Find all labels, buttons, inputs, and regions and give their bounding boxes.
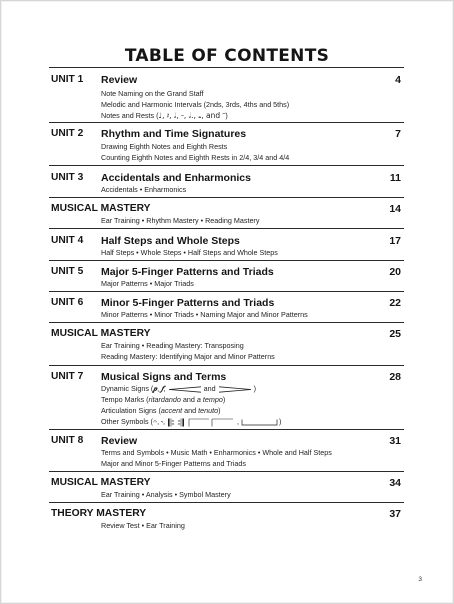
topic-line-tempo [101,395,225,404]
section-divider [49,322,404,323]
section-divider [49,67,404,68]
note-symbols: ♩, 𝄽, 𝅗𝅥, 𝄼, 𝅗𝅥., 𝅝, and 𝄻 [158,111,226,120]
tempo-suffix: ) [222,395,226,404]
section-divider [49,471,404,472]
topic-line: Major Patterns • Major Triads [101,279,194,288]
mastery-title[interactable]: MUSICAL MASTERY [51,477,151,488]
page-number[interactable]: 7 [395,128,401,140]
unit-label: UNIT 6 [51,297,84,308]
mastery-title[interactable]: THEORY MASTERY [51,508,147,519]
articulation-prefix: Articulation Signs ( [101,406,161,415]
topic-line: Terms and Symbols • Music Math • Enharmonics • Whole and Half Steps [101,448,332,457]
unit-label: UNIT 4 [51,235,84,246]
topic-line: Accidentals • Enharmonics [101,185,187,194]
fortissimo-symbol: 𝆑 [161,384,164,393]
section-divider [49,365,404,366]
topic-line: Ear Training • Reading Mastery: Transposing [101,341,244,350]
notes-prefix: Notes and Rests ( [101,111,159,120]
topic-line-notes [101,111,228,121]
page-number[interactable]: 11 [389,172,401,184]
topic-line: Melodic and Harmonic Intervals (2nds, 3rds, 4ths and 5ths) [101,100,290,109]
dynamics-suffix: ) [253,384,256,393]
page-number[interactable]: 25 [389,328,401,340]
turn-icon: 𝆝 [161,417,163,426]
articulation-accent: accent [160,406,183,415]
section-divider [49,502,404,503]
unit-title[interactable]: Half Steps and Whole Steps [101,235,240,247]
unit-label: UNIT 2 [51,128,84,139]
page-number[interactable]: 37 [389,508,401,520]
folio-page-number: 3 [418,576,422,583]
topic-line-other-symbols: Other Symbols (𝄐, 𝆝, , ) [101,417,282,426]
mastery-title[interactable]: MUSICAL MASTERY [51,328,151,339]
page-number[interactable]: 22 [389,297,401,309]
topic-line: Review Test • Ear Training [101,521,185,530]
repeat-signs-icon [167,418,237,427]
unit-title[interactable]: Review [101,435,138,447]
page-title: TABLE OF CONTENTS [124,46,330,66]
page-number[interactable]: 28 [389,371,401,383]
unit-label: UNIT 7 [51,371,84,382]
section-divider [49,122,404,123]
crescendo-icon [168,386,202,393]
topic-line-dynamics: Dynamic Signs (𝆏, 𝆑, and ) [101,384,256,393]
unit-title[interactable]: Minor 5-Finger Patterns and Triads [101,297,275,309]
topic-line: Minor Patterns • Minor Triads • Naming Major and Minor Patterns [101,310,308,319]
topic-line: Drawing Eighth Notes and Eighth Rests [101,142,228,151]
dynamics-prefix: Dynamic Signs ( [101,384,154,393]
articulation-suffix: ) [218,406,221,415]
section-divider [49,165,404,166]
topic-line: Major and Minor 5-Finger Patterns and Triads [101,459,247,468]
tempo-and: and [182,395,195,404]
section-divider [49,429,404,430]
tempo-ritardando: ritardando [148,395,181,404]
unit-title[interactable]: Rhythm and Time Signatures [101,128,247,140]
topic-line-articulation [101,406,221,415]
dynamics-and: and [203,384,216,393]
pianissimo-symbol: 𝆏 [153,384,158,393]
page-number[interactable]: 34 [389,477,401,489]
topic-line: Half Steps • Whole Steps • Half Steps and Whole Steps [101,248,278,257]
unit-label: UNIT 3 [51,172,84,183]
section-divider [49,260,404,261]
mastery-title[interactable]: MUSICAL MASTERY [51,203,151,214]
unit-label: UNIT 5 [51,266,84,277]
articulation-tenuto: tenuto [198,406,219,415]
unit-title[interactable]: Review [101,74,138,86]
fermata-icon: 𝄐 [152,417,158,426]
notes-suffix: ) [225,111,228,120]
other-symbols-prefix: Other Symbols ( [101,417,153,426]
articulation-and: and [184,406,197,415]
unit-title[interactable]: Accidentals and Enharmonics [101,172,251,184]
page-number[interactable]: 31 [389,435,401,447]
tempo-a-tempo: a tempo [196,395,223,404]
unit-title[interactable]: Major 5-Finger Patterns and Triads [101,266,274,278]
topic-line: Ear Training • Analysis • Symbol Mastery [101,490,231,499]
page-number[interactable]: 17 [389,235,401,247]
unit-title[interactable]: Musical Signs and Terms [101,371,227,383]
octave-bracket-icon [241,417,282,426]
topic-line: Reading Mastery: Identifying Major and Minor Patterns [101,352,275,361]
unit-label: UNIT 8 [51,435,84,446]
topic-line: Ear Training • Rhythm Mastery • Reading Mastery [101,216,260,225]
page-number[interactable]: 20 [389,266,401,278]
section-divider [49,291,404,292]
other-symbols-suffix: ) [278,417,282,426]
topic-line: Note Naming on the Grand Staff [101,89,204,98]
topic-line: Counting Eighth Notes and Eighth Rests in 2/4, 3/4 and 4/4 [101,153,290,162]
tempo-prefix: Tempo Marks ( [101,395,149,404]
decrescendo-icon [218,386,252,393]
section-divider [49,228,404,229]
section-divider [49,197,404,198]
unit-label: UNIT 1 [51,74,84,85]
page-number[interactable]: 4 [395,74,401,86]
page-number[interactable]: 14 [389,203,401,215]
